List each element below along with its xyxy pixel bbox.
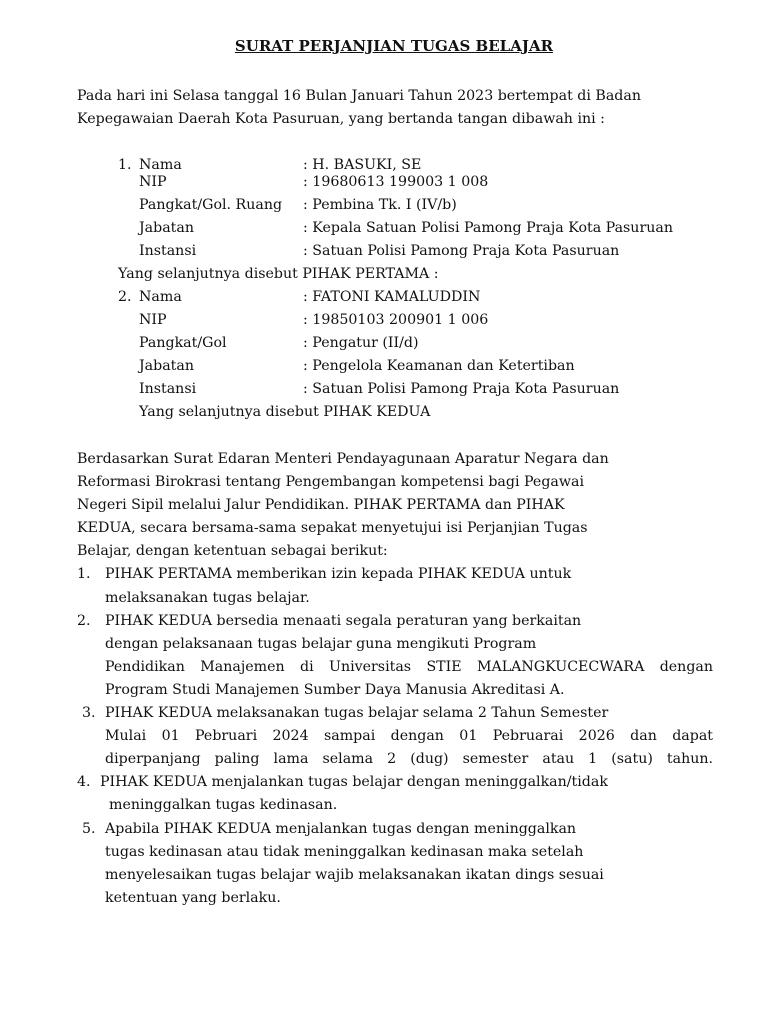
term5-line-1: Apabila PIHAK KEDUA menjalankan tugas dengan meninggalkan: [105, 821, 577, 837]
party1-name-label: Nama: [139, 157, 182, 173]
party2-name-value: : FATONI KAMALUDDIN: [303, 289, 481, 305]
term1-line-2: melaksanakan tugas belajar.: [105, 590, 310, 606]
intro-line-2: Kepegawaian Daerah Kota Pasuruan, yang bertanda tangan dibawah ini :: [77, 111, 605, 127]
party1-agency-value: : Satuan Polisi Pamong Praja Kota Pasuruan: [303, 243, 620, 259]
intro-line-1: Pada hari ini Selasa tanggal 16 Bulan Januari Tahun 2023 bertempat di Badan: [77, 88, 641, 104]
party2-rank-label: Pangkat/Gol: [139, 335, 227, 351]
term5-line-4: ketentuan yang berlaku.: [105, 890, 281, 906]
party1-agency-label: Instansi: [139, 243, 197, 259]
term3-number: 3.: [82, 705, 96, 721]
term2-line-2: dengan pelaksanaan tugas belajar guna mengikuti Program: [105, 636, 537, 652]
party2-nip-value: : 19850103 200901 1 006: [303, 312, 489, 328]
term5-line-3: menyelesaikan tugas belajar wajib melaksanakan ikatan dings sesuai: [105, 867, 604, 883]
term2-line-1: PIHAK KEDUA bersedia menaati segala peraturan yang berkaitan: [105, 613, 582, 629]
term3-line-1: PIHAK KEDUA melaksanakan tugas belajar selama 2 Tahun Semester: [105, 705, 609, 721]
basis-line-1: Berdasarkan Surat Edaran Menteri Pendayagunaan Aparatur Negara dan: [77, 451, 609, 467]
party1-name-value: : H. BASUKI, SE: [303, 157, 422, 173]
party1-rank-label: Pangkat/Gol. Ruang: [139, 197, 283, 213]
party2-agency-label: Instansi: [139, 381, 197, 397]
party2-number: 2.: [118, 289, 132, 305]
term4-line-2: meninggalkan tugas kedinasan.: [109, 797, 338, 813]
party2-position-label: Jabatan: [139, 358, 194, 374]
party2-position-value: : Pengelola Keamanan dan Ketertiban: [303, 358, 575, 374]
document-title: SURAT PERJANJIAN TUGAS BELAJAR: [234, 37, 554, 55]
basis-line-4: KEDUA, secara bersama-sama sepakat menyetujui isi Perjanjian Tugas: [77, 520, 588, 536]
term2-line-3: Pendidikan Manajemen di Universitas STIE MALANGKUCECWARA dengan: [105, 659, 713, 675]
basis-line-5: Belajar, dengan ketentuan sebagai berikut:: [77, 543, 388, 559]
party1-position-label: Jabatan: [139, 220, 194, 236]
party2-nip-label: NIP: [139, 312, 167, 328]
party2-agency-value: : Satuan Polisi Pamong Praja Kota Pasuruan: [303, 381, 620, 397]
term2-line-4: Program Studi Manajemen Sumber Daya Manusia Akreditasi A.: [105, 682, 565, 698]
term3-line-3: diperpanjang paling lama selama 2 (dug) semester atau 1 (satu) tahun.: [105, 751, 713, 767]
term4-line-1: PIHAK KEDUA menjalankan tugas belajar dengan meninggalkan/tidak: [100, 774, 608, 790]
party2-closing: Yang selanjutnya disebut PIHAK KEDUA: [139, 404, 431, 420]
basis-line-3: Negeri Sipil melalui Jalur Pendidikan. PIHAK PERTAMA dan PIHAK: [77, 497, 565, 513]
party1-position-value: : Kepala Satuan Polisi Pamong Praja Kota Pasuruan: [303, 220, 673, 236]
party1-number: 1.: [118, 157, 132, 173]
party1-rank-value: : Pembina Tk. I (IV/b): [303, 197, 457, 213]
term5-line-2: tugas kedinasan atau tidak meninggalkan kedinasan maka setelah: [105, 844, 584, 860]
party1-closing: Yang selanjutnya disebut PIHAK PERTAMA :: [118, 266, 439, 282]
term5-number: 5.: [82, 821, 96, 837]
term1-number: 1.: [77, 566, 91, 582]
term3-line-2: Mulai 01 Pebruari 2024 sampai dengan 01 Pebruarai 2026 dan dapat: [105, 728, 713, 744]
party2-rank-value: : Pengatur (II/d): [303, 335, 419, 351]
party1-nip-label: NIP: [139, 174, 167, 190]
term1-line-1: PIHAK PERTAMA memberikan izin kepada PIHAK KEDUA untuk: [105, 566, 572, 582]
basis-line-2: Reformasi Birokrasi tentang Pengembangan kompetensi bagi Pegawai: [77, 474, 584, 490]
party1-nip-value: : 19680613 199003 1 008: [303, 174, 489, 190]
party2-name-label: Nama: [139, 289, 182, 305]
term4-number: 4.: [77, 774, 91, 790]
term2-number: 2.: [77, 613, 91, 629]
